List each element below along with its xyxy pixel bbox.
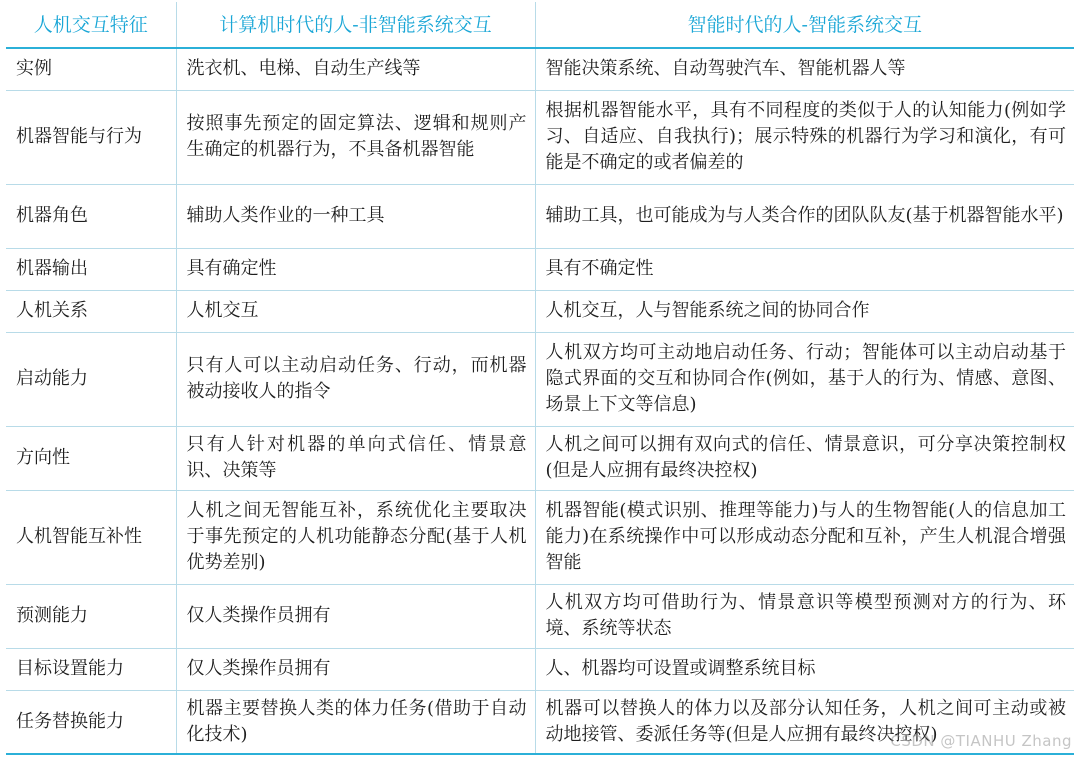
row-intelligent-era: 人、机器均可设置或调整系统目标 [535, 648, 1074, 690]
row-intelligent-era: 机器可以替换人的体力以及部分认知任务，人机之间可主动或被动地接管、委派任务等(但是人应拥有最终决控权) [535, 690, 1074, 754]
table-header [6, 2, 1074, 48]
row-feature: 启动能力 [6, 332, 176, 426]
watermark: CSDN @TIANHU Zhang [890, 732, 1072, 750]
row-intelligent-era: 根据机器智能水平，具有不同程度的类似于人的认知能力(例如学习、自适应、自我执行)；展示特殊的机器行为学习和演化，有可能是不确定的或者偏差的 [535, 90, 1074, 184]
row-computer-era: 人机交互 [176, 290, 535, 332]
row-feature: 方向性 [6, 426, 176, 490]
row-computer-era: 洗衣机、电梯、自动生产线等 [176, 48, 535, 90]
table-row [6, 332, 1074, 426]
row-computer-era: 仅人类操作员拥有 [176, 584, 535, 648]
row-feature: 机器输出 [6, 248, 176, 290]
row-intelligent-era: 智能决策系统、自动驾驶汽车、智能机器人等 [535, 48, 1074, 90]
row-intelligent-era: 具有不确定性 [535, 248, 1074, 290]
table-row [6, 490, 1074, 584]
row-computer-era: 仅人类操作员拥有 [176, 648, 535, 690]
row-feature: 机器角色 [6, 184, 176, 248]
row-computer-era: 只有人可以主动启动任务、行动，而机器被动接收人的指令 [176, 332, 535, 426]
row-computer-era: 按照事先预定的固定算法、逻辑和规则产生确定的机器行为，不具备机器智能 [176, 90, 535, 184]
table-row [6, 48, 1074, 90]
header-computer-era: 计算机时代的人-非智能系统交互 [176, 2, 535, 48]
comparison-table-container [6, 2, 1074, 755]
row-intelligent-era: 人机双方均可借助行为、情景意识等模型预测对方的行为、环境、系统等状态 [535, 584, 1074, 648]
row-feature: 实例 [6, 48, 176, 90]
row-intelligent-era: 人机之间可以拥有双向式的信任、情景意识，可分享决策控制权(但是人应拥有最终决控权) [535, 426, 1074, 490]
table-row [6, 90, 1074, 184]
row-intelligent-era: 人机交互，人与智能系统之间的协同合作 [535, 290, 1074, 332]
table-row [6, 648, 1074, 690]
row-intelligent-era: 辅助工具，也可能成为与人类合作的团队队友(基于机器智能水平) [535, 184, 1074, 248]
table-row [6, 584, 1074, 648]
row-feature: 目标设置能力 [6, 648, 176, 690]
table-row [6, 184, 1074, 248]
header-feature: 人机交互特征 [6, 2, 176, 48]
row-computer-era: 具有确定性 [176, 248, 535, 290]
row-feature: 预测能力 [6, 584, 176, 648]
row-feature: 人机智能互补性 [6, 490, 176, 584]
row-computer-era: 人机之间无智能互补，系统优化主要取决于事先预定的人机功能静态分配(基于人机优势差别) [176, 490, 535, 584]
table-row [6, 426, 1074, 490]
row-computer-era: 辅助人类作业的一种工具 [176, 184, 535, 248]
comparison-table [6, 2, 1074, 755]
row-intelligent-era: 人机双方均可主动地启动任务、行动；智能体可以主动启动基于隐式界面的交互和协同合作(例如，基于人的行为、情感、意图、场景上下文等信息) [535, 332, 1074, 426]
row-feature: 任务替换能力 [6, 690, 176, 754]
row-computer-era: 机器主要替换人类的体力任务(借助于自动化技术) [176, 690, 535, 754]
table-row [6, 290, 1074, 332]
row-intelligent-era: 机器智能(模式识别、推理等能力)与人的生物智能(人的信息加工能力)在系统操作中可以形成动态分配和互补，产生人机混合增强智能 [535, 490, 1074, 584]
row-feature: 人机关系 [6, 290, 176, 332]
table-row [6, 248, 1074, 290]
row-computer-era: 只有人针对机器的单向式信任、情景意识、决策等 [176, 426, 535, 490]
header-row [6, 2, 1074, 48]
row-feature: 机器智能与行为 [6, 90, 176, 184]
header-intelligent-era: 智能时代的人-智能系统交互 [535, 2, 1074, 48]
table-body [6, 48, 1074, 754]
